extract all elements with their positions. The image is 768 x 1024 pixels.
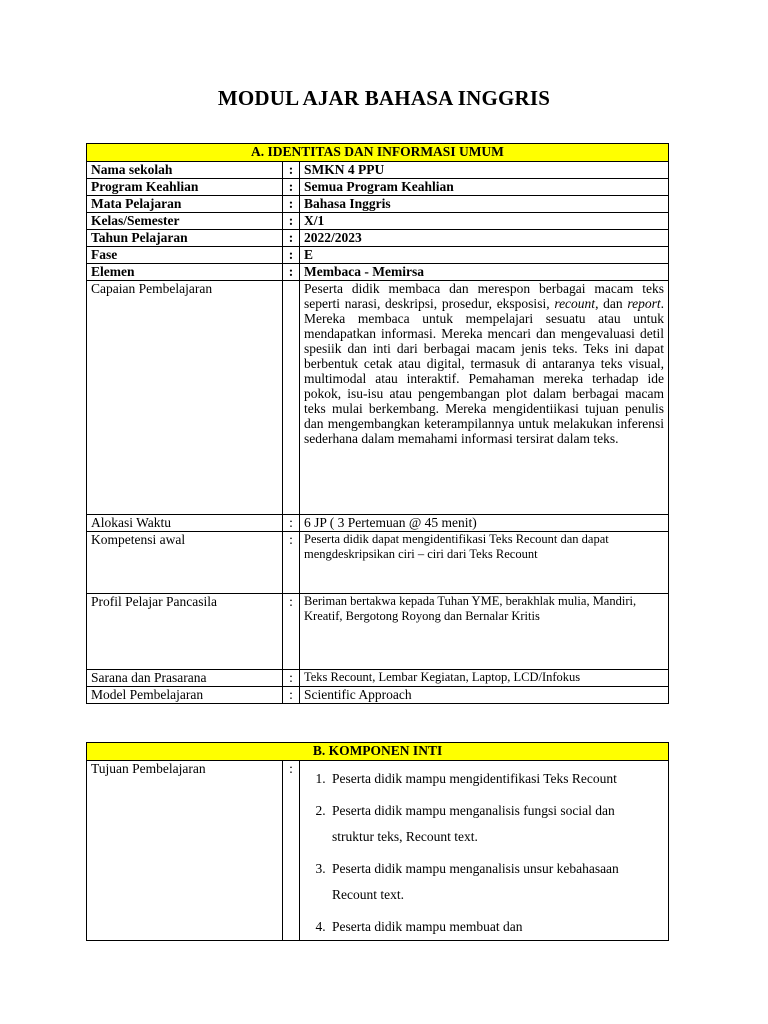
list-item: 1. Peserta didik mampu mengidentifikasi Teks Recount [329,766,658,792]
row-label: Kelas/Semester [87,213,283,230]
row-label: Program Keahlian [87,179,283,196]
tujuan-list-cell [300,761,669,941]
row-separator: : [283,532,300,594]
sarana-row [87,670,669,687]
row-value: Bahasa Inggris [300,196,669,213]
list-item: 2. Peserta didik mampu menganalisis fungsi social dan struktur teks, Recount text. [329,798,658,850]
row-label: Alokasi Waktu [87,515,283,532]
row-separator [283,281,300,515]
model-row [87,687,669,704]
row-separator: : [283,264,300,281]
table-row [87,230,669,247]
row-label: Kompetensi awal [87,532,283,594]
row-label: Profil Pelajar Pancasila [87,594,283,670]
row-label: Sarana dan Prasarana [87,670,283,687]
capaian-row [87,281,669,515]
row-value: 2022/2023 [300,230,669,247]
row-label: Fase [87,247,283,264]
row-separator: : [283,670,300,687]
row-separator: : [283,230,300,247]
list-item: 3. Peserta didik mampu menganalisis unsur kebahasaan Recount text. [329,856,658,908]
capaian-text [300,281,669,515]
list-item: 4. Peserta didik mampu membuat dan [329,914,658,940]
table-row [87,264,669,281]
capaian-label: Capaian Pembelajaran [87,281,283,515]
row-separator: : [283,162,300,179]
row-value: Peserta didik dapat mengidentifikasi Teks Recount dan dapat mengdeskripsikan ciri – ciri dari Teks Recount [300,532,669,594]
row-value: E [300,247,669,264]
capaian-text-part: . Mereka membaca untuk mempelajari sesuatu atau untuk mendapatkan informasi. Mereka mencari dan mengevaluasi detil spesiik dan inti dari berbagai macam jenis teks. Teks ini dapat berbentuk cetak atau digital, termasuk di antaranya teks visual, multimodal atau interaktif. Pemahaman mereka terhadap ide pokok, isu-isu atau pengembangan plot dalam berbagai macam teks mulai berkembang. Mereka mengidentiikasi tujuan penulis dan mengembangkan keterampilannya untuk melakukan inferensi sederhana dalam memahami informasi tersirat dalam teks. [304,296,665,446]
row-separator: : [283,213,300,230]
table-row [87,179,669,196]
identity-table [86,143,669,704]
capaian-text-part: Peserta didik membaca dan merespon berbagai macam teks seperti narasi, deskripsi, prosedur, eksposisi, [304,281,664,311]
row-label: Model Pembelajaran [87,687,283,704]
row-label: Mata Pelajaran [87,196,283,213]
alokasi-row [87,515,669,532]
document-title: MODUL AJAR BAHASA INGGRIS [217,86,551,110]
row-value: SMKN 4 PPU [300,162,669,179]
row-value: Teks Recount, Lembar Kegiatan, Laptop, LCD/Infokus [300,670,669,687]
table-row [87,196,669,213]
profil-row [87,594,669,670]
row-separator: : [283,761,300,941]
row-separator: : [283,594,300,670]
capaian-em-report: report [627,296,661,311]
row-separator: : [283,179,300,196]
capaian-em-recount: recount [554,296,596,311]
table-row [87,213,669,230]
tujuan-row [87,761,669,941]
table-row [87,247,669,264]
capaian-text-part: , dan [595,296,623,311]
learning-goals-list [304,766,658,940]
row-value: Membaca - Memirsa [300,264,669,281]
kompetensi-row [87,532,669,594]
row-separator: : [283,515,300,532]
row-value: Semua Program Keahlian [300,179,669,196]
row-label: Elemen [87,264,283,281]
section-a-header: A. IDENTITAS DAN INFORMASI UMUM [87,144,669,162]
row-value: Scientific Approach [300,687,669,704]
section-b-header: B. KOMPONEN INTI [87,743,669,761]
core-components-table [86,742,669,941]
row-value: 6 JP ( 3 Pertemuan @ 45 menit) [300,515,669,532]
tujuan-label: Tujuan Pembelajaran [87,761,283,941]
row-value: X/1 [300,213,669,230]
row-label: Tahun Pelajaran [87,230,283,247]
row-label: Nama sekolah [87,162,283,179]
row-value: Beriman bertakwa kepada Tuhan YME, berakhlak mulia, Mandiri, Kreatif, Bergotong Royong dan Bernalar Kritis [300,594,669,670]
row-separator: : [283,247,300,264]
row-separator: : [283,687,300,704]
row-separator: : [283,196,300,213]
table-row [87,162,669,179]
